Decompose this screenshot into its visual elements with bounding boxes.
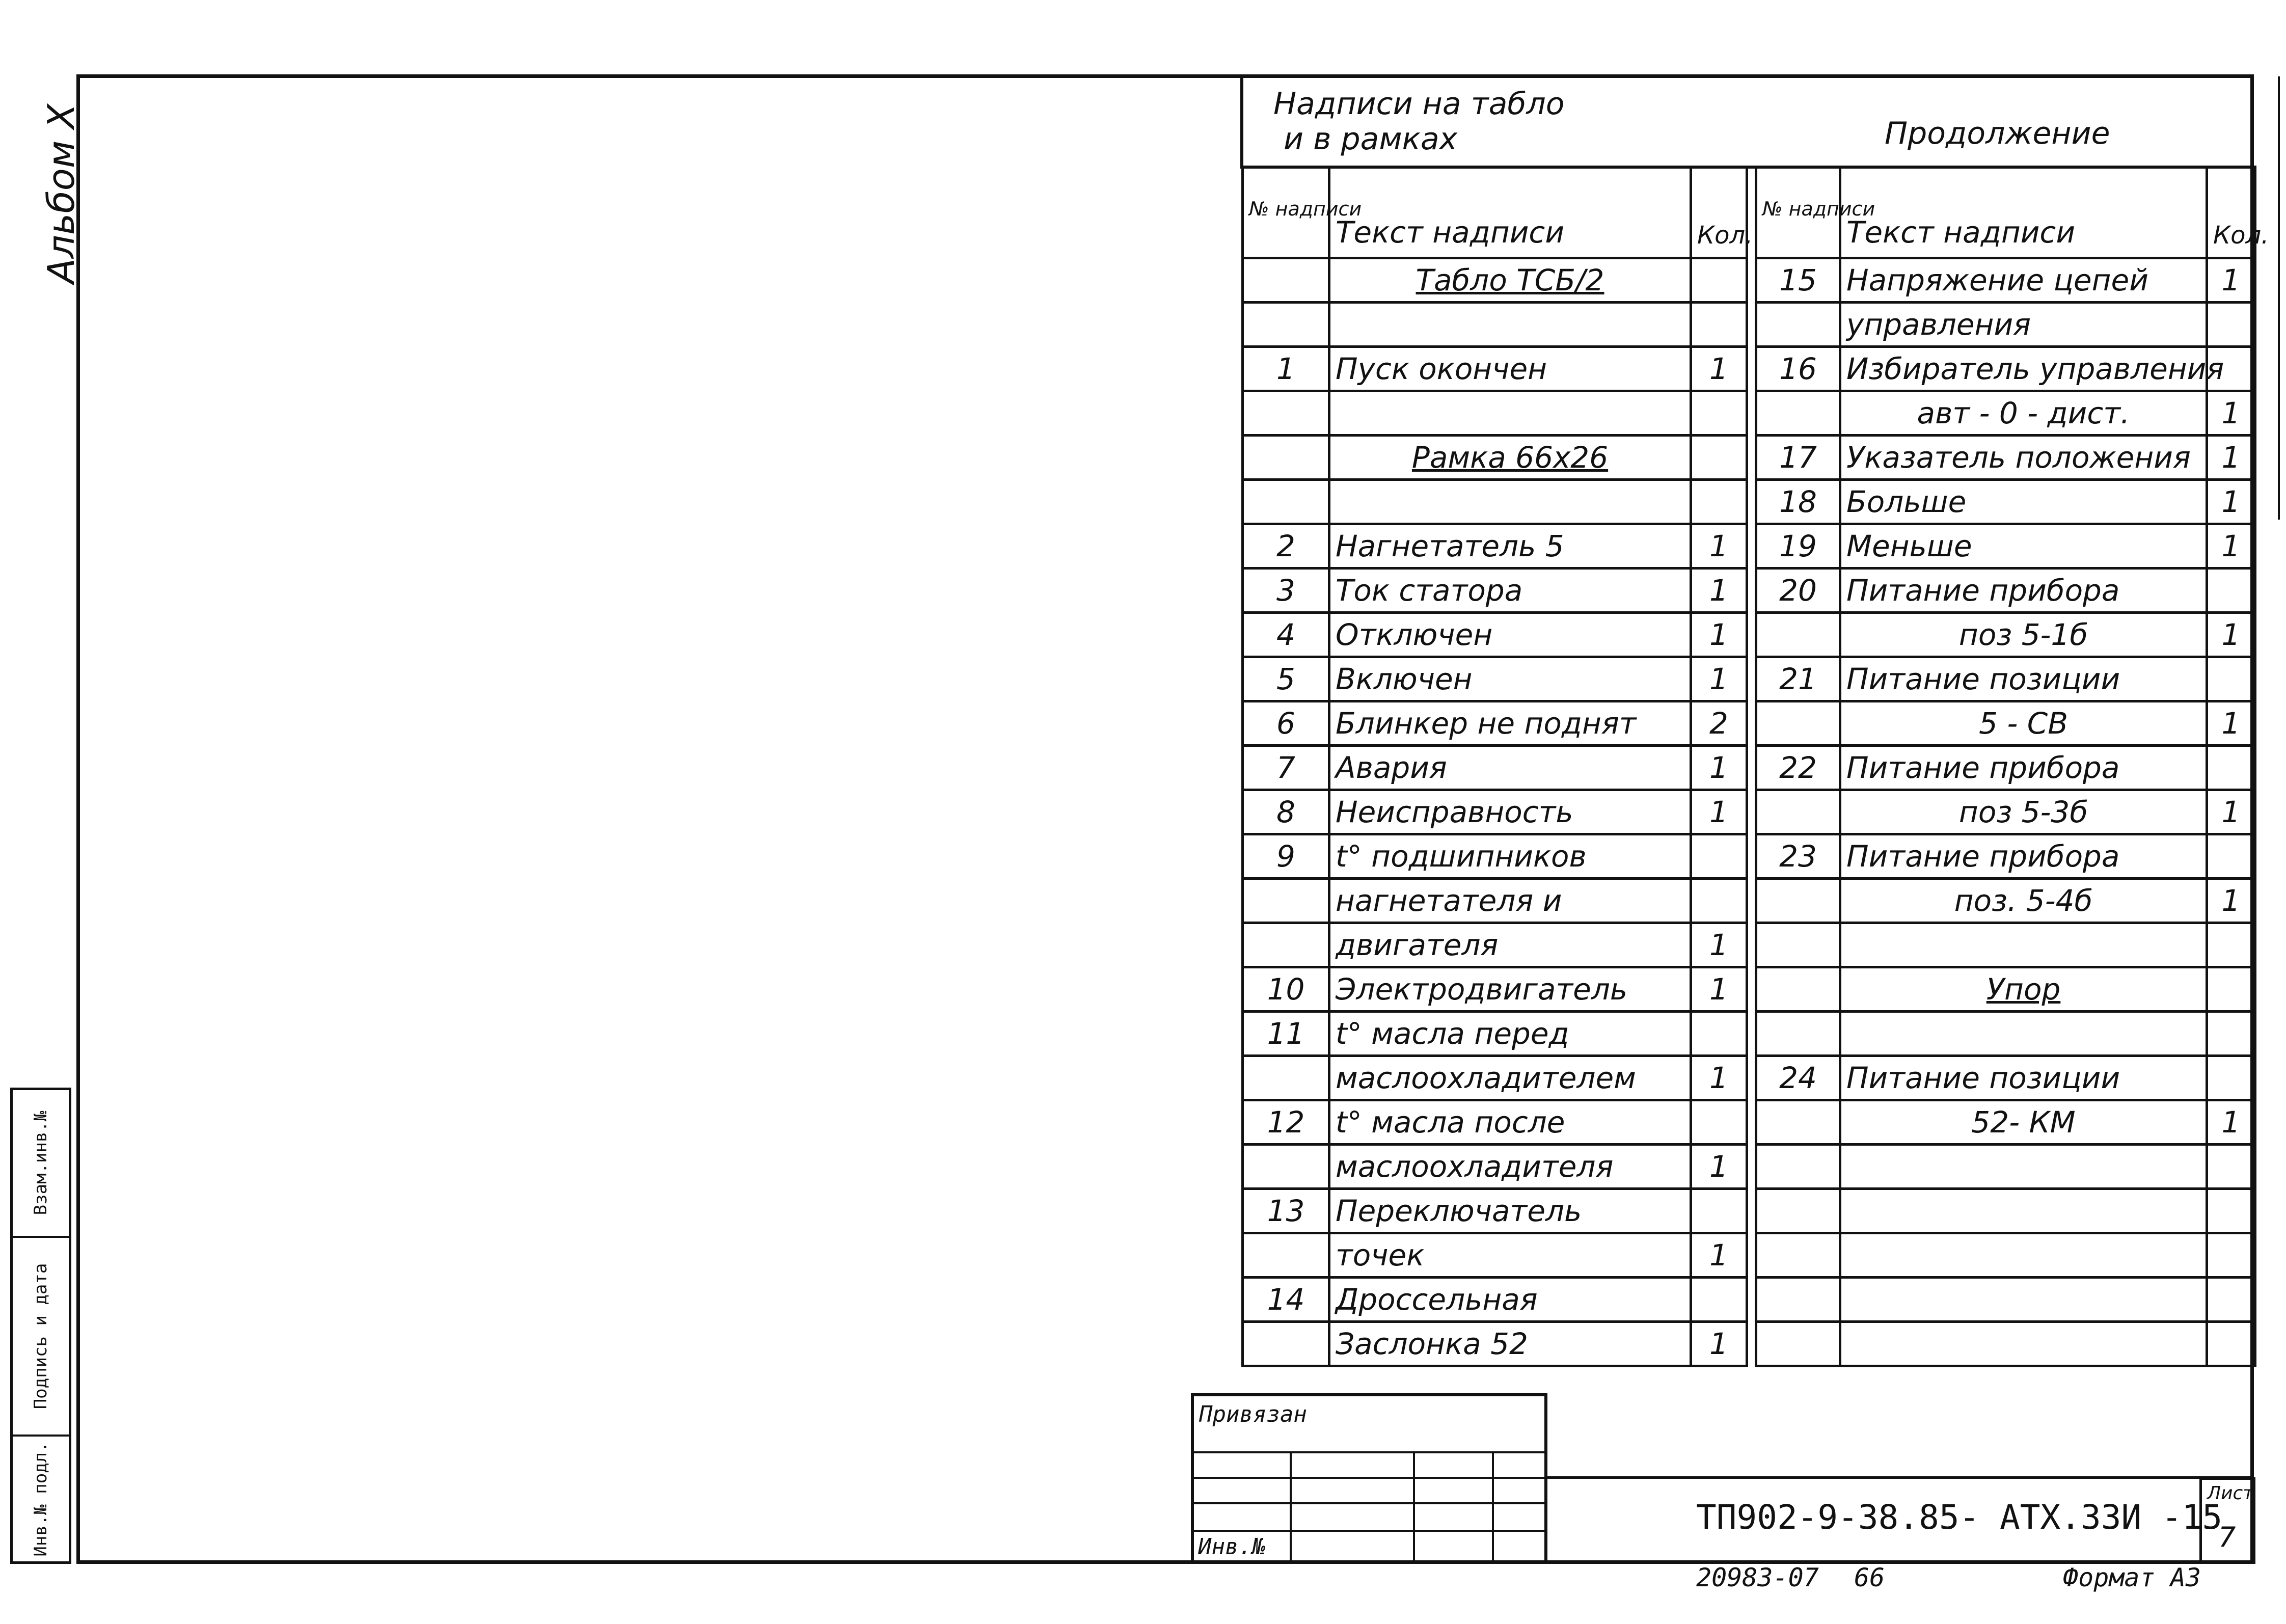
table-row [1243,879,1747,923]
row-text: Неисправность [1329,790,1691,834]
table-row [1243,1322,1747,1366]
row-number [1756,1145,1840,1189]
table-row [1756,1322,2255,1366]
left-inscriptions-table [1241,166,1753,1367]
row-number [1756,879,1840,923]
row-number [1756,1189,1840,1233]
row-number: 19 [1756,524,1840,569]
row-qty: 1 [2207,480,2255,524]
row-qty [2207,967,2255,1012]
table-row [1756,834,2255,879]
table-row [1243,967,1747,1012]
table-row [1243,657,1747,701]
row-qty: 1 [1691,746,1747,790]
row-text: поз 5-1б [1840,613,2207,657]
row-number [1756,923,1840,967]
row-number [1243,258,1329,303]
table-row [1756,967,2255,1012]
row-number [1243,436,1329,480]
table-row [1756,1100,2255,1145]
table-row [1243,834,1747,879]
header-num: № надписи [1243,167,1329,258]
album-label: Альбом X [40,103,83,284]
row-number [1243,1145,1329,1189]
row-text: Напряжение цепей [1840,258,2207,303]
row-number: 1 [1243,347,1329,391]
row-qty [2207,1322,2255,1366]
row-qty: 1 [1691,923,1747,967]
row-qty [2207,1233,2255,1278]
bottom-code: 20983-07 [1696,1563,1819,1592]
table-row [1756,923,2255,967]
row-number: 21 [1756,657,1840,701]
row-text [1840,1233,2207,1278]
row-number [1243,303,1329,347]
table-row [1243,391,1747,436]
row-number [1243,391,1329,436]
row-qty [1691,258,1747,303]
table-row [1243,1145,1747,1189]
row-number [1243,480,1329,524]
row-number [1756,613,1840,657]
table-row [1243,746,1747,790]
row-number: 6 [1243,701,1329,746]
table-row [1243,1278,1747,1322]
row-qty [2207,303,2255,347]
row-number [1243,1322,1329,1366]
table-row [1243,436,1747,480]
row-qty: 1 [1691,1233,1747,1278]
row-text [1840,923,2207,967]
table-row [1756,1233,2255,1278]
row-text [1840,1145,2207,1189]
binding-stamp [1191,1393,1547,1564]
row-qty: 1 [1691,524,1747,569]
left-title: Надписи на табло и в рамках [1273,86,1565,157]
row-text: Включен [1329,657,1691,701]
row-number: 22 [1756,746,1840,790]
row-number: 4 [1243,613,1329,657]
linked-label: Привязан [1199,1401,1307,1427]
row-qty [2207,569,2255,613]
row-number: 11 [1243,1012,1329,1056]
row-text: Упор [1840,967,2207,1012]
row-qty: 1 [1691,790,1747,834]
row-qty [1691,1100,1747,1145]
table-row [1756,303,2255,347]
row-text: Нагнетатель 5 [1329,524,1691,569]
table-row [1756,1278,2255,1322]
row-qty: 1 [2207,613,2255,657]
row-qty [2207,1189,2255,1233]
row-number: 3 [1243,569,1329,613]
row-number [1243,923,1329,967]
row-number [1756,1012,1840,1056]
bottom-page: 66 [1854,1563,1885,1592]
row-text: Переключатель [1329,1189,1691,1233]
sheet-box [2199,1477,2255,1564]
row-qty [2207,834,2255,879]
row-qty: 1 [1691,347,1747,391]
row-qty: 1 [2207,436,2255,480]
row-text: поз 5-3б [1840,790,2207,834]
row-qty: 2 [1691,701,1747,746]
row-text: Питание прибора [1840,834,2207,879]
row-number: 17 [1756,436,1840,480]
row-qty [1691,391,1747,436]
row-qty: 1 [1691,1145,1747,1189]
row-qty [1691,879,1747,923]
table-row [1243,923,1747,967]
row-number [1756,391,1840,436]
row-number: 2 [1243,524,1329,569]
row-qty [1691,834,1747,879]
row-qty: 1 [1691,657,1747,701]
stamp-cell-orig-inv: Инв.№ подл. [31,1441,51,1557]
row-text: авт - 0 - дист. [1840,391,2207,436]
right-inscriptions-table [1755,166,2269,1367]
row-number: 16 [1756,347,1840,391]
table-row [1243,1056,1747,1100]
row-qty: 1 [1691,569,1747,613]
row-text: Ток статора [1329,569,1691,613]
row-qty: 1 [1691,967,1747,1012]
row-text: Питание позиции [1840,657,2207,701]
table-row [1756,391,2255,436]
table-row [1243,1233,1747,1278]
row-qty [2207,1012,2255,1056]
row-text [1329,480,1691,524]
row-number: 15 [1756,258,1840,303]
table-row [1243,524,1747,569]
row-number: 7 [1243,746,1329,790]
row-number: 14 [1243,1278,1329,1322]
row-text: Табло ТСБ/2 [1329,258,1691,303]
row-text: Дроссельная [1329,1278,1691,1322]
table-row [1756,1056,2255,1100]
table-row [1756,480,2255,524]
table-row [1756,613,2255,657]
row-text: Пуск окончен [1329,347,1691,391]
table-row [1243,480,1747,524]
row-text: Питание прибора [1840,746,2207,790]
row-text: маслоохладителем [1329,1056,1691,1100]
right-title: Продолжение [1885,116,2110,151]
row-text: маслоохладителя [1329,1145,1691,1189]
row-number [1756,303,1840,347]
row-qty: 1 [1691,613,1747,657]
row-text: t° масла после [1329,1100,1691,1145]
row-number [1756,1322,1840,1366]
sheet-number: 7 [2218,1521,2236,1553]
row-text: Рамка 66х26 [1329,436,1691,480]
header-num: № надписи [1756,167,1840,258]
right-edge-line [2278,76,2280,520]
row-number [1243,1233,1329,1278]
row-text: поз. 5-4б [1840,879,2207,923]
row-qty [2207,1145,2255,1189]
row-text: Указатель положения [1840,436,2207,480]
row-number: 24 [1756,1056,1840,1100]
row-text [1840,1278,2207,1322]
row-qty [2207,1056,2255,1100]
table-row [1243,790,1747,834]
table-row [1243,347,1747,391]
row-text: Питание прибора [1840,569,2207,613]
row-number: 5 [1243,657,1329,701]
row-text [1329,391,1691,436]
row-number [1756,1233,1840,1278]
row-number: 23 [1756,834,1840,879]
row-qty: 1 [2207,258,2255,303]
stamp-cell-signature: Подпись и дата [13,1238,69,1437]
table-row [1243,1100,1747,1145]
table-row [1756,524,2255,569]
row-number [1756,967,1840,1012]
document-number: ТП902-9-38.85- АТХ.33И -15 [1696,1498,2223,1537]
row-qty: 1 [2207,879,2255,923]
row-qty: 1 [2207,790,2255,834]
table-row [1243,1189,1747,1233]
row-text: Избиратель управления [1840,347,2207,391]
inv-label: Инв.№ [1198,1534,1266,1560]
row-text: нагнетателя и [1329,879,1691,923]
row-text: Отключен [1329,613,1691,657]
row-qty: 1 [2207,524,2255,569]
row-qty: 1 [2207,1100,2255,1145]
table-row [1756,657,2255,701]
row-qty [1691,436,1747,480]
row-qty [2207,657,2255,701]
stamp-cell-replace-inv: Взам.инв.№ [13,1090,69,1238]
outer-table-left [1240,74,1243,169]
row-number: 10 [1243,967,1329,1012]
row-qty: 1 [2207,701,2255,746]
row-qty: 1 [1691,1056,1747,1100]
row-text [1840,1189,2207,1233]
row-text: Блинкер не поднят [1329,701,1691,746]
row-text [1329,303,1691,347]
row-text: точек [1329,1233,1691,1278]
row-text: 5 - СВ [1840,701,2207,746]
row-text: t° масла перед [1329,1012,1691,1056]
row-number: 20 [1756,569,1840,613]
table-row [1756,790,2255,834]
row-qty [1691,1189,1747,1233]
row-qty: 1 [2207,391,2255,436]
row-number [1756,1278,1840,1322]
side-stamp [10,1088,71,1564]
table-row [1756,569,2255,613]
table-row [1243,701,1747,746]
header-qty: Кол. [1691,167,1747,258]
table-row [1756,746,2255,790]
row-text: Меньше [1840,524,2207,569]
row-qty [2207,746,2255,790]
table-row [1756,347,2255,391]
row-qty [1691,303,1747,347]
row-qty [1691,480,1747,524]
row-number: 13 [1243,1189,1329,1233]
row-qty [2207,1278,2255,1322]
row-number: 12 [1243,1100,1329,1145]
table-row [1756,701,2255,746]
row-number [1756,701,1840,746]
table-row [1243,303,1747,347]
row-qty [1691,1012,1747,1056]
table-row [1756,879,2255,923]
row-number: 8 [1243,790,1329,834]
row-text: 52- КМ [1840,1100,2207,1145]
row-qty [1691,1278,1747,1322]
row-qty [2207,923,2255,967]
header-qty: Кол. [2207,167,2255,258]
title-block-line [1547,1476,2254,1479]
table-row [1756,1145,2255,1189]
row-text: Авария [1329,746,1691,790]
header-text: Текст надписи [1329,167,1691,258]
row-text: управления [1840,303,2207,347]
row-number [1243,1056,1329,1100]
row-text: Питание позиции [1840,1056,2207,1100]
row-text: двигателя [1329,923,1691,967]
row-text: Заслонка 52 [1329,1322,1691,1366]
table-row [1243,569,1747,613]
table-row [1756,258,2255,303]
table-row [1243,613,1747,657]
row-number: 18 [1756,480,1840,524]
table-row [1756,1012,2255,1056]
row-text [1840,1012,2207,1056]
table-row [1243,1012,1747,1056]
table-row [1756,436,2255,480]
row-number: 9 [1243,834,1329,879]
row-number [1756,1100,1840,1145]
row-number [1243,879,1329,923]
bottom-format: Формат А3 [2063,1563,2201,1592]
table-row [1243,258,1747,303]
row-text [1840,1322,2207,1366]
header-text: Текст надписи [1840,167,2207,258]
row-text: t° подшипников [1329,834,1691,879]
table-row [1756,1189,2255,1233]
row-qty: 1 [1691,1322,1747,1366]
row-number [1756,790,1840,834]
row-text: Больше [1840,480,2207,524]
row-text: Электродвигатель [1329,967,1691,1012]
sheet-label: Лист [2207,1483,2254,1504]
